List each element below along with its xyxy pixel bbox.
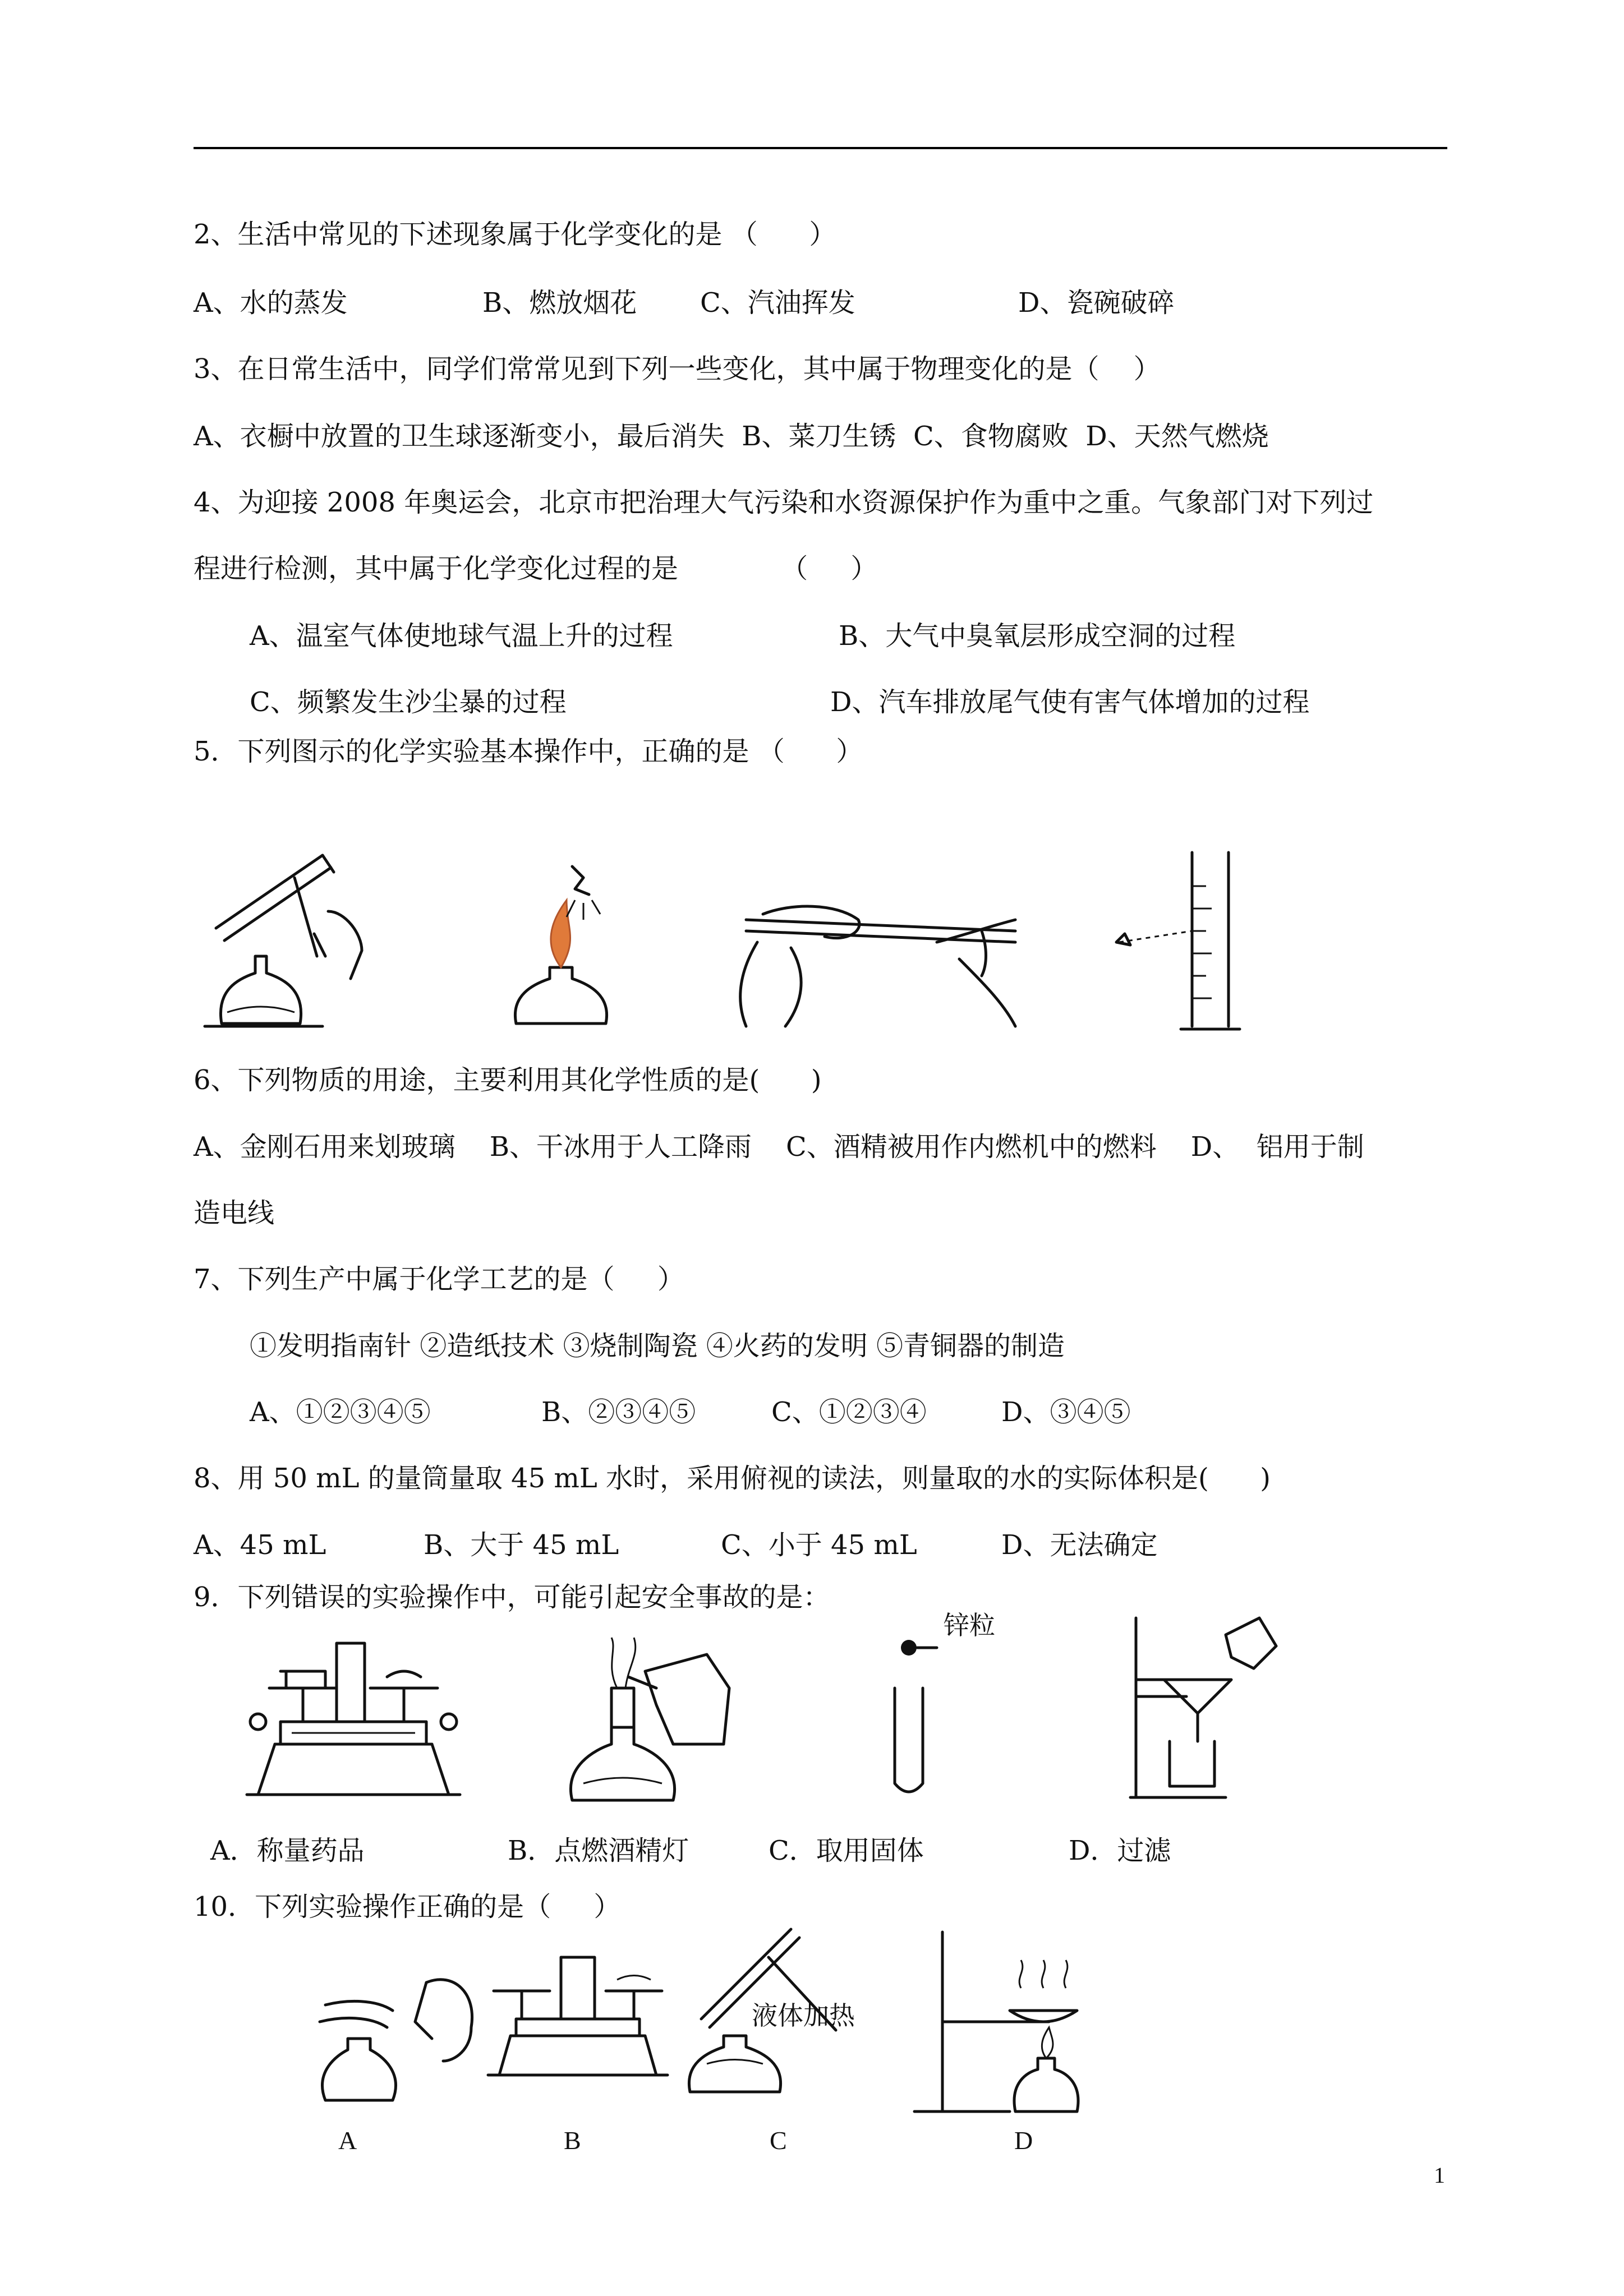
q4-stem-line2: 程进行检测，其中属于化学变化过程的是 （ ） xyxy=(194,553,878,584)
q5-stem: 5．下列图示的化学实验基本操作中，正确的是 （ ） xyxy=(194,736,863,767)
q4-stem-line1: 4、为迎接 2008 年奥运会，北京市把治理大气污染和水资源保护作为重中之重。气象部门对下列过 xyxy=(194,487,1374,518)
q9-option-a: A．称量药品 xyxy=(210,1835,365,1866)
q4-option-c: C、频繁发生沙尘暴的过程 xyxy=(250,686,567,718)
q5-fig-heating-tube xyxy=(194,844,395,1029)
page-number: 1 xyxy=(1434,2163,1445,2188)
q9-fig-lighting-lamp xyxy=(561,1632,740,1811)
q7-option-d: D、③④⑤ xyxy=(1001,1396,1131,1428)
q5-fig-graduated-cylinder xyxy=(1108,847,1248,1032)
q4-option-b: B、大气中臭氧层形成空洞的过程 xyxy=(839,620,1236,652)
q4-option-d: D、汽车排放尾气使有害气体增加的过程 xyxy=(830,686,1310,718)
q10-stem: 10．下列实验操作正确的是（ ） xyxy=(194,1891,621,1922)
q2-option-d: D、瓷碗破碎 xyxy=(1018,287,1175,319)
q2-option-a: A、水的蒸发 xyxy=(194,287,348,319)
q7-option-b: B、②③④⑤ xyxy=(541,1396,696,1428)
q7-items: ①发明指南针 ②造纸技术 ③烧制陶瓷 ④火药的发明 ⑤青铜器的制造 xyxy=(250,1330,1065,1362)
q10-fig-smelling xyxy=(303,1949,482,2117)
q10-fig-evaporation xyxy=(909,1926,1088,2117)
q8-option-b: B、大于 45 mL xyxy=(424,1529,619,1561)
q2-option-b: B、燃放烟花 xyxy=(482,287,637,319)
q8-stem: 8、用 50 mL 的量筒量取 45 mL 水时，采用俯视的读法，则量取的水的实际体积是( ) xyxy=(194,1463,1271,1494)
q10-label-a: A xyxy=(338,2126,357,2155)
q2-option-c: C、汽油挥发 xyxy=(700,287,855,319)
q2-stem: 2、生活中常见的下述现象属于化学变化的是 （ ） xyxy=(194,219,836,250)
q9-option-c: C．取用固体 xyxy=(769,1835,924,1866)
q9-stem: 9．下列错误的实验操作中，可能引起安全事故的是： xyxy=(194,1582,830,1613)
q9-option-d: D．过滤 xyxy=(1069,1835,1171,1866)
header-rule xyxy=(194,147,1447,149)
q4-option-a: A、温室气体使地球气温上升的过程 xyxy=(250,620,673,652)
q8-option-c: C、小于 45 mL xyxy=(721,1529,917,1561)
q9-zinc-label: 锌粒 xyxy=(944,1611,995,1640)
q10-label-c: C xyxy=(770,2126,787,2155)
q3-stem: 3、在日常生活中，同学们常常见到下列一些变化，其中属于物理变化的是（ ） xyxy=(194,353,1161,385)
q8-option-a: A、45 mL xyxy=(194,1529,326,1561)
q10-label-d: D xyxy=(1014,2126,1033,2155)
q7-option-a: A、①②③④⑤ xyxy=(250,1396,431,1428)
q7-option-c: C、①②③④ xyxy=(771,1396,927,1428)
q9-option-b: B．点燃酒精灯 xyxy=(508,1835,689,1866)
q6-options-line1: A、金刚石用来划玻璃 B、干冰用于人工降雨 C、酒精被用作内燃机中的燃料 D、 铝用于制 xyxy=(194,1131,1364,1163)
q3-options: A、衣橱中放置的卫生球逐渐变小，最后消失 B、菜刀生锈 C、食物腐败 D、天然气燃烧 xyxy=(194,421,1269,452)
q5-fig-holding-tube xyxy=(724,897,1038,1032)
q10-heating-label: 液体加热 xyxy=(752,2002,855,2030)
q6-stem: 6、下列物质的用途，主要利用其化学性质的是( ) xyxy=(194,1064,822,1096)
q8-option-d: D、无法确定 xyxy=(1001,1529,1158,1561)
q9-fig-filtration xyxy=(1114,1607,1282,1809)
q10-label-b: B xyxy=(564,2126,581,2155)
q10-fig-balance xyxy=(482,1946,673,2081)
q6-options-line2: 造电线 xyxy=(194,1197,275,1229)
q9-fig-balance xyxy=(236,1632,471,1800)
q5-fig-lighting-lamp xyxy=(505,855,617,1040)
q7-stem: 7、下列生产中属于化学工艺的是（ ） xyxy=(194,1264,684,1295)
